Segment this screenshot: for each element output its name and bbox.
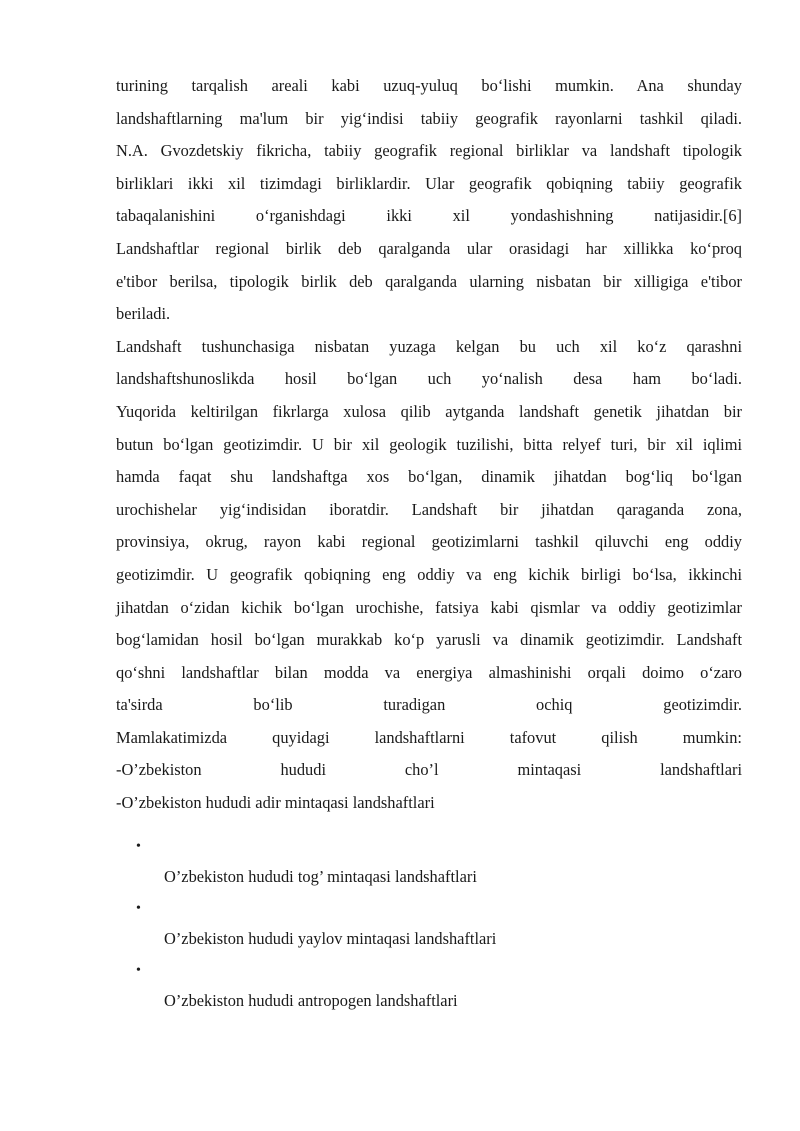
body-text [116,70,742,820]
text-line: -O’zbekiston hududi adir mintaqasi landshaftlari [116,793,435,813]
text-line: bog‘lamidan hosil bo‘lgan murakkab ko‘p yarusli va dinamik geotizimdir. Landshaft [116,630,742,650]
bullet-dot: • [136,962,141,978]
text-line: hamda faqat shu landshaftga xos bo‘lgan, dinamik jihatdan bog‘liq bo‘lgan [116,467,742,487]
text-line: landshaftshunoslikda hosil bo‘lgan uch yo‘nalish desa ham bo‘ladi. [116,369,742,389]
bullet-dot: • [136,838,141,854]
text-line: tabaqalanishini o‘rganishdagi ikki xil yondashishning natijasidir.[6] [116,206,742,226]
list-item-text: O’zbekiston hududi antropogen landshaftlari [164,990,458,1010]
text-line: qo‘shni landshaftlar bilan modda va energiya almashinishi orqali doimo o‘zaro [116,662,742,682]
bullet-list [116,832,742,1018]
text-line: urochishelar yig‘indisidan iboratdir. Landshaft bir jihatdan qaraganda zona, [116,499,742,519]
list-item-text: O’zbekiston hududi yaylov mintaqasi landshaftlari [164,928,497,948]
text-line: landshaftlarning ma'lum bir yig‘indisi tabiiy geografik rayonlarni tashkil qiladi. [116,108,742,128]
text-line: N.A. Gvozdetskiy fikricha, tabiiy geografik regional birliklar va landshaft tipologik [116,141,742,161]
text-line: ta'sirda bo‘lib turadigan ochiq geotizimdir. [116,695,742,715]
text-line: geotizimdir. U geografik qobiqning eng oddiy va eng kichik birligi bo‘lsa, ikkinchi [116,564,742,584]
text-line: e'tibor berilsa, tipologik birlik deb qaralganda ularning nisbatan bir xilligiga e'tibor [116,271,742,291]
text-line: beriladi. [116,304,171,324]
text-line: turining tarqalish areali kabi uzuq-yuluq bo‘lishi mumkin. Ana shunday [116,76,742,95]
text-line: birliklari ikki xil tizimdagi birliklardir. Ular geografik qobiqning tabiiy geografik [116,173,742,193]
text-line: Mamlakatimizda quyidagi landshaftlarni tafovut qilish mumkin: [116,727,742,747]
text-line: Yuqorida keltirilgan fikrlarga xulosa qilib aytganda landshaft genetik jihatdan bir [116,401,742,421]
text-line: Landshaft tushunchasiga nisbatan yuzaga kelgan bu uch xil ko‘z qarashni [116,336,742,356]
text-line: jihatdan o‘zidan kichik bo‘lgan urochishe, fatsiya kabi qismlar va oddiy geotizimlar [116,597,742,617]
text-line: Landshaftlar regional birlik deb qaralganda ular orasidagi har xillikka ko‘proq [116,238,742,258]
text-line: -O’zbekiston hududi cho’l mintaqasi landshaftlari [116,760,742,780]
list-item-text: O’zbekiston hududi tog’ mintaqasi landshaftlari [164,866,477,886]
list-item [116,894,742,956]
bullet-dot: • [136,900,141,916]
list-item [116,832,742,894]
list-item [116,956,742,1018]
text-line: butun bo‘lgan geotizimdir. U bir xil geologik tuzilishi, bitta relyef turi, bir xil iqlimi [116,434,742,454]
document-page [116,70,742,1018]
text-line: provinsiya, okrug, rayon kabi regional geotizimlarni tashkil qiluvchi eng oddiy [116,532,742,552]
